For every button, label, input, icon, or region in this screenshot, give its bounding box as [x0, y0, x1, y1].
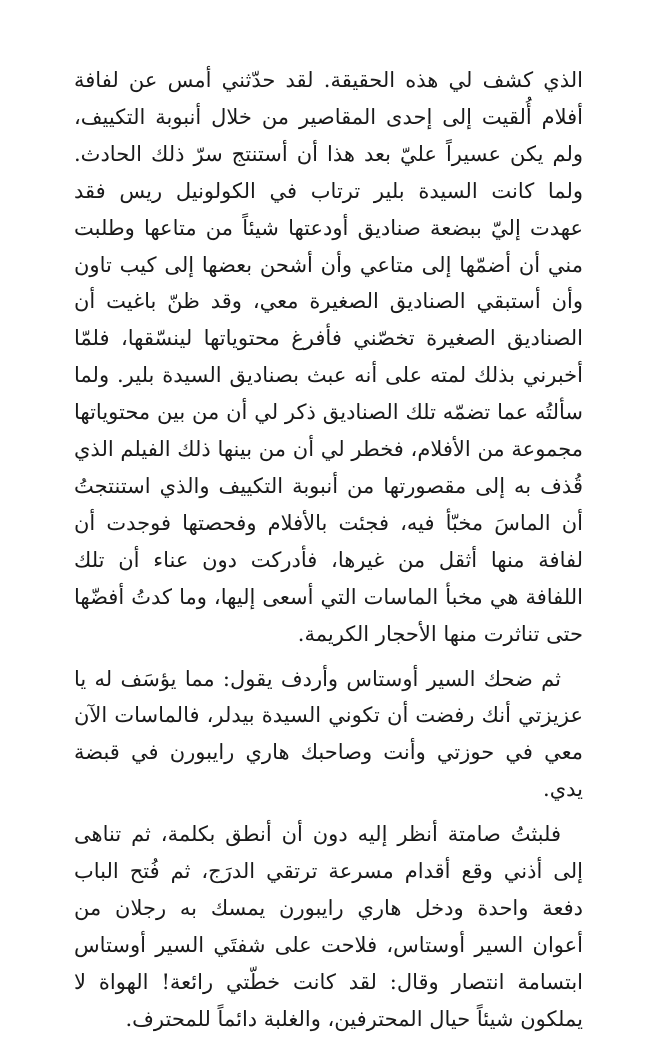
- paragraph-2: ثم ضحك السير أوستاس وأردف يقول: مما يؤسَف له يا عزيزتي أنك رفضت أن تكوني السيدة بيدلر، فالماسات الآن معي في حوزتي وأنت وصاحبك هاري رايبورن في قبضة يدي.: [74, 666, 583, 802]
- paragraph-1: الذي كشف لي هذه الحقيقة. لقد حدّثني أمس عن لفافة أفلام أُلقيت إلى إحدى المقاصير من خلال أنبوبة التكييف، ولم يكن عسيراً عليّ بعد هذا أن أستنتج سرّ ذلك الحادث. ولما كانت السيدة بلير ترتاب في الكولونيل ريس فقد عهدت إليّ ببضعة صناديق أودعتها شيئاً من متاعها وطلبت مني أن أضمّها إلى متاعي وأن أشحن بعضها إلى كيب تاون وأن أستبقي الصناديق الصغيرة معي، وقد ظنّ باغيت أن الصناديق الصغيرة تخصّني فأفرغ محتوياتها لينسّقها، فلمّا أخبرني بذلك لمته على أنه عبث بصناديق السيدة بلير. ولما سألتُه عما تضمّه تلك الصناديق ذكر لي أن من بين محتوياتها مجموعة من الأفلام، فخطر لي أن من بينها ذلك الفيلم الذي قُذف به إلى مقصورتها من أنبوبة التكييف والذي استنتجتُ أن الماسَ مخبّأ فيه، فجئت بالأفلام وفحصتها فوجدت أن لفافة منها أثقل من غيرها، فأدركت دون عناء أن تلك اللفافة هي مخبأ الماسات التي أسعى إليها، وما كدتُ أفضّها حتى تناثرت منها الأحجار الكريمة.: [74, 68, 583, 646]
- paragraph-3: فلبثتُ صامتة أنظر إليه دون أن أنطق بكلمة، ثم تناهى إلى أذني وقع أقدام مسرعة ترتقي الدرَج، ثم فُتح الباب دفعة واحدة ودخل هاري رايبورن يمسك به رجلان من أعوان السير أوستاس، فلاحت على شفتَي السير أوستاس ابتسامة انتصار وقال: لقد كانت خطّتي رائعة! الهواة لا يملكون شيئاً حيال المحترفين، والغلبة دائماً للمحترف.: [74, 822, 583, 1031]
